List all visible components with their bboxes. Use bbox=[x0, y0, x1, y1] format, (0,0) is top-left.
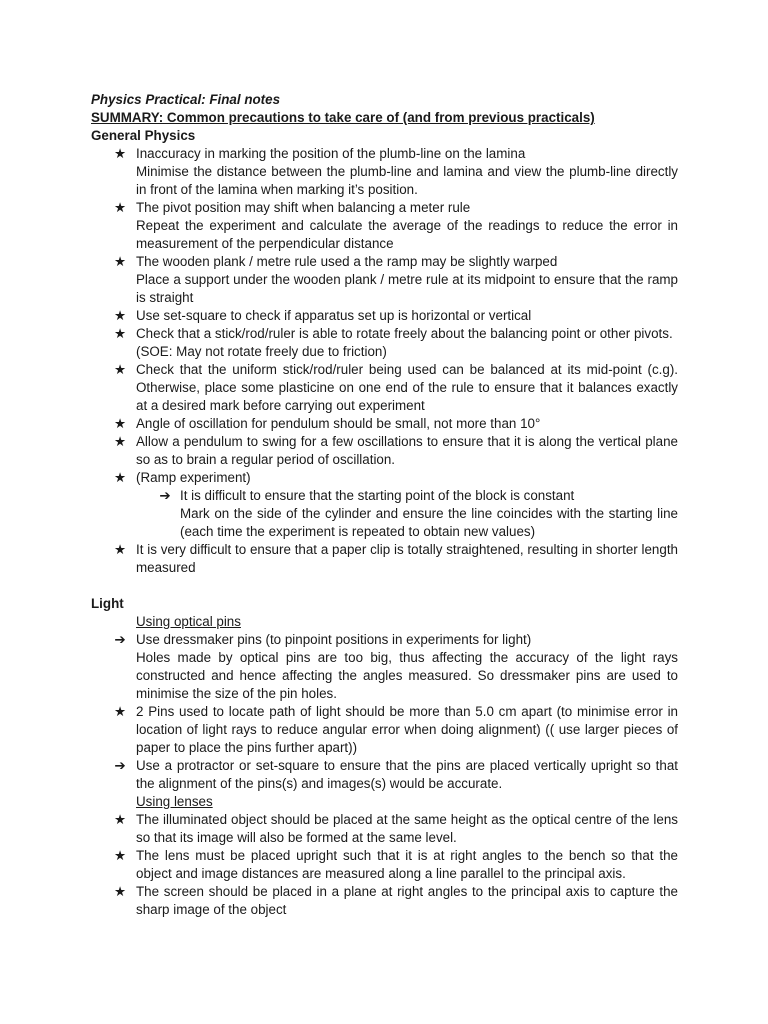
item-text: The screen should be placed in a plane at right angles to the principal axis to capture the sharp image of the object bbox=[136, 884, 678, 917]
star-bullet-icon: ★ bbox=[113, 470, 126, 485]
item-text: The illuminated object should be placed at the same height as the optical centre of the lens so that its image will also be formed at the same level. bbox=[136, 812, 678, 845]
item-text: It is difficult to ensure that the starting point of the block is constant bbox=[180, 488, 575, 503]
section-heading-light: Light bbox=[91, 596, 124, 611]
document-content bbox=[91, 91, 678, 919]
arrow-bullet-icon: ➔ bbox=[114, 758, 126, 773]
section-heading-general-physics: General Physics bbox=[91, 128, 196, 143]
list-item bbox=[91, 811, 678, 847]
item-text: Use set-square to check if apparatus set up is horizontal or vertical bbox=[136, 308, 532, 323]
arrow-bullet-icon: ➔ bbox=[159, 488, 171, 503]
item-text: Inaccuracy in marking the position of the plumb-line on the lamina bbox=[136, 146, 526, 161]
list-item bbox=[91, 703, 678, 757]
item-text: It is very difficult to ensure that a paper clip is totally straightened, resulting in shorter length measured bbox=[136, 542, 678, 575]
item-text: Allow a pendulum to swing for a few oscillations to ensure that it is along the vertical plane so as to brain a regular period of oscillation. bbox=[136, 434, 678, 467]
star-bullet-icon: ★ bbox=[113, 146, 126, 161]
star-bullet-icon: ★ bbox=[113, 434, 126, 449]
list-item bbox=[91, 757, 678, 793]
item-detail: Minimise the distance between the plumb-line and lamina and view the plumb-line directly in front of the lamina when marking it’s position. bbox=[136, 164, 678, 197]
list-item bbox=[91, 253, 678, 307]
star-bullet-icon: ★ bbox=[113, 308, 126, 323]
list-item bbox=[91, 199, 678, 253]
subheading-optical-pins: Using optical pins bbox=[136, 614, 241, 629]
list-item bbox=[91, 541, 678, 577]
list-item bbox=[91, 433, 678, 469]
document-title: Physics Practical: Final notes bbox=[91, 92, 281, 107]
item-text: Use a protractor or set-square to ensure that the pins are placed vertically upright so that the alignment of the pins(s) and images(s) would be accurate. bbox=[136, 758, 678, 791]
item-text: 2 Pins used to locate path of light should be more than 5.0 cm apart (to minimise error in location of light rays to reduce angular error when doing alignment) (( use larger pieces of paper to place the pins further apart)) bbox=[136, 704, 678, 755]
item-detail: Holes made by optical pins are too big, thus affecting the accuracy of the light rays constructed and hence affecting the angles measured. So dressmaker pins are used to minimise the size of the pin holes. bbox=[136, 650, 678, 701]
item-text: Use dressmaker pins (to pinpoint positions in experiments for light) bbox=[136, 632, 532, 647]
subheading-using-lenses: Using lenses bbox=[136, 794, 213, 809]
star-bullet-icon: ★ bbox=[113, 200, 126, 215]
list-item bbox=[91, 325, 678, 361]
item-text: The pivot position may shift when balancing a meter rule bbox=[136, 200, 471, 215]
item-text: The lens must be placed upright such that it is at right angles to the bench so that the object and image distances are measured along a line parallel to the principal axis. bbox=[136, 848, 678, 881]
list-item bbox=[91, 487, 678, 541]
star-bullet-icon: ★ bbox=[113, 884, 126, 899]
list-item bbox=[91, 883, 678, 919]
item-detail: Repeat the experiment and calculate the average of the readings to reduce the error in measurement of the perpendicular distance bbox=[136, 218, 678, 251]
item-text: Angle of oscillation for pendulum should be small, not more than 10° bbox=[136, 416, 541, 431]
list-item bbox=[91, 631, 678, 703]
list-item bbox=[91, 361, 678, 415]
item-detail: Mark on the side of the cylinder and ensure the line coincides with the starting line (each time the experiment is repeated to obtain new values) bbox=[180, 506, 678, 539]
list-item bbox=[91, 469, 678, 487]
star-bullet-icon: ★ bbox=[113, 704, 126, 719]
item-detail: (SOE: May not rotate freely due to friction) bbox=[136, 344, 387, 359]
list-item bbox=[91, 307, 678, 325]
list-item bbox=[91, 847, 678, 883]
arrow-bullet-icon: ➔ bbox=[114, 632, 126, 647]
star-bullet-icon: ★ bbox=[113, 812, 126, 827]
star-bullet-icon: ★ bbox=[113, 416, 126, 431]
list-item bbox=[91, 145, 678, 199]
item-text: The wooden plank / metre rule used a the ramp may be slightly warped bbox=[136, 254, 558, 269]
star-bullet-icon: ★ bbox=[113, 254, 126, 269]
item-detail: Place a support under the wooden plank / metre rule at its midpoint to ensure that the ramp is straight bbox=[136, 272, 678, 305]
item-text: Check that the uniform stick/rod/ruler being used can be balanced at its mid-point (c.g). Otherwise, place some plasticine on one end of the rule to ensure that it balances exactly at a desired mark before carrying out experiment bbox=[136, 362, 678, 413]
star-bullet-icon: ★ bbox=[113, 848, 126, 863]
star-bullet-icon: ★ bbox=[113, 326, 126, 341]
star-bullet-icon: ★ bbox=[113, 542, 126, 557]
item-text: Check that a stick/rod/ruler is able to rotate freely about the balancing point or other pivots. bbox=[136, 326, 673, 341]
item-text: (Ramp experiment) bbox=[136, 470, 251, 485]
spacer bbox=[91, 577, 678, 595]
list-item bbox=[91, 415, 678, 433]
summary-heading: SUMMARY: Common precautions to take care of (and from previous practicals) bbox=[91, 110, 595, 125]
star-bullet-icon: ★ bbox=[113, 362, 126, 377]
